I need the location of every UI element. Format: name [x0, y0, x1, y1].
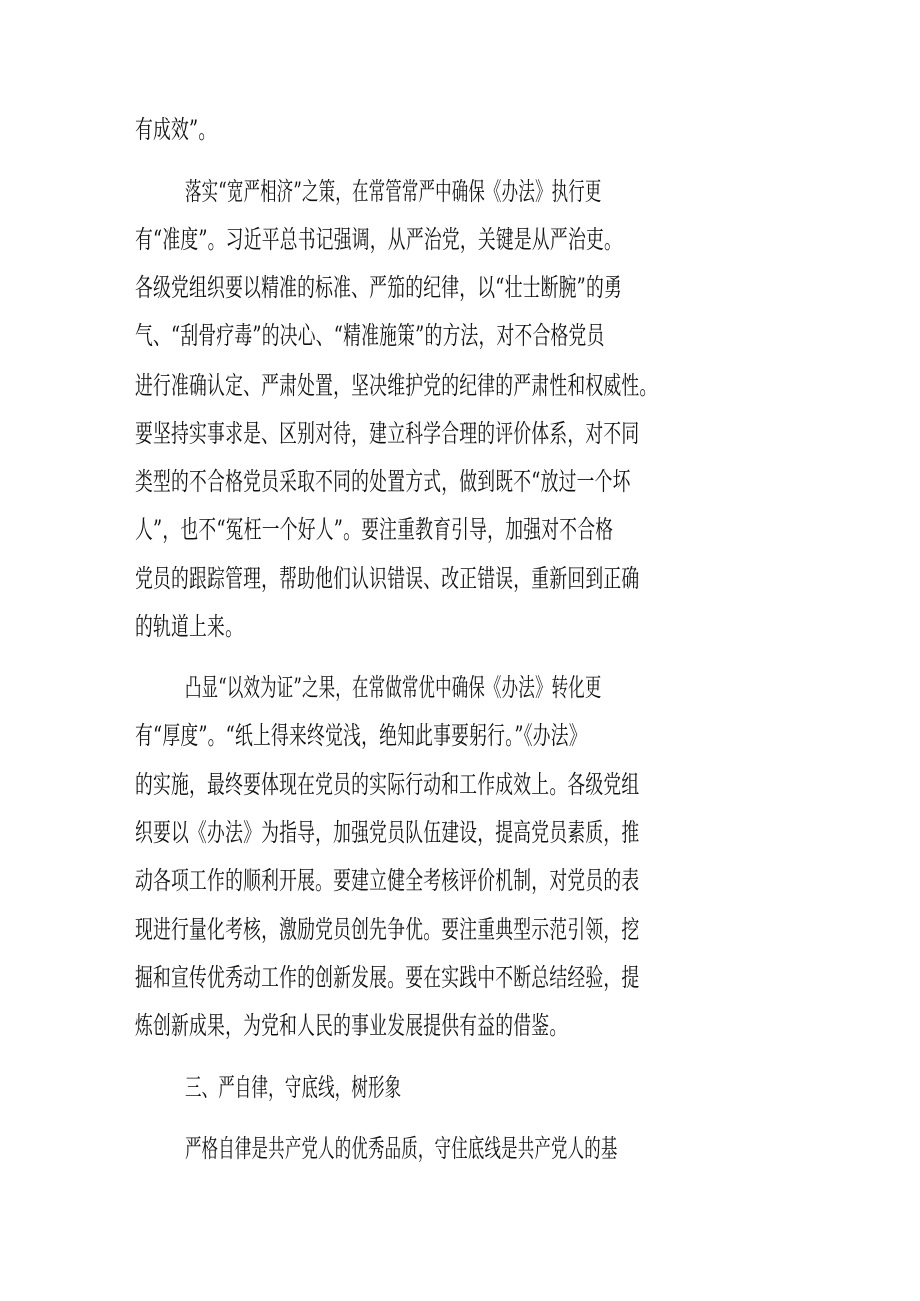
text-line: 落实“宽严相济”之策，在常管常严中确保《办法》执行更: [185, 177, 602, 206]
text-line: 人”，也不“冤枉一个好人”。要注重教育引导，加强对不合格: [135, 515, 614, 544]
text-line: 织要以《办法》为指导，加强党员队伍建设，提高党员素质，推: [135, 818, 640, 847]
text-line: 有“准度”。习近平总书记强调，从严治党，关键是从严治吏。: [135, 225, 622, 254]
text-line: 严格自律是共产党人的优秀品质，守住底线是共产党人的基: [185, 1134, 618, 1163]
text-line: 有“厚度”。“纸上得来终觉浅，绝知此事要躬行。”《办法》: [135, 721, 587, 750]
text-line: 类型的不合格党员采取不同的处置方式，做到既不“放过一个坏: [135, 467, 631, 496]
text-line: 现进行量化考核，激励党员创先争优。要注重典型示范引领，挖: [135, 915, 640, 944]
text-line: 进行准确认定、严肃处置，坚决维护党的纪律的严肃性和权威性。: [135, 371, 658, 400]
text-line: 有成效”。: [135, 115, 217, 144]
text-line: 气、“刮骨疗毒”的决心、“精准施策”的方法，对不合格党员: [135, 321, 605, 350]
text-line: 炼创新成果，为党和人民的事业发展提供有益的借鉴。: [135, 1011, 568, 1040]
text-line: 党员的跟踪管理，帮助他们认识错误、改正错误，重新回到正确: [135, 564, 640, 593]
text-line: 凸显“以效为证”之果，在常做常优中确保《办法》转化更: [185, 673, 602, 702]
text-line: 要坚持实事求是、区别对待，建立科学合理的评价体系，对不同: [135, 419, 640, 448]
text-line: 动各项工作的顺利开展。要建立健全考核评价机制，对党员的表: [135, 866, 640, 895]
section-heading: 三、严自律，守底线，树形象: [185, 1073, 402, 1102]
text-line: 的实施，最终要体现在党员的实际行动和工作成效上。各级党组: [135, 770, 640, 799]
text-line: 的轨道上来。: [135, 612, 244, 641]
text-line: 各级党组织要以精准的标准、严笳的纪律，以“壮士断腕”的勇: [135, 273, 622, 302]
text-line: 掘和宣传优秀动工作的创新发展。要在实践中不断总结经验，提: [135, 963, 640, 992]
